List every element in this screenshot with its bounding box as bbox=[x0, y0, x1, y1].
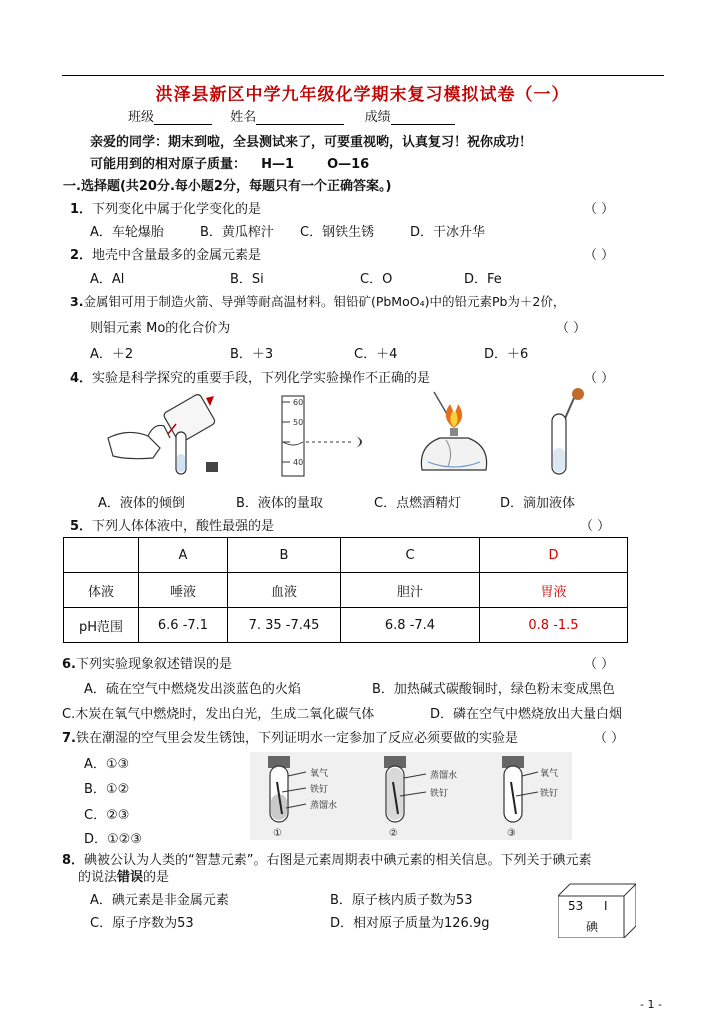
answer-paren: （ ） bbox=[594, 731, 625, 746]
class-label: 班级 bbox=[128, 110, 155, 125]
table-cell: 6.8 -7.4 bbox=[341, 608, 480, 643]
table-cell: 胆汁 bbox=[341, 573, 480, 608]
question-text: 下列变化中属于化学变化的是 bbox=[92, 202, 262, 217]
q2-option-a: A．Al bbox=[90, 272, 125, 287]
stem-text: 的说法 bbox=[78, 870, 118, 885]
element-symbol: I bbox=[604, 899, 608, 913]
q7-option-d: D．①②③ bbox=[84, 832, 142, 847]
question-3-stem bbox=[70, 292, 565, 310]
q3-option-c: C．＋4 bbox=[354, 347, 398, 362]
measure-liquid-figure bbox=[268, 392, 378, 480]
header-fields bbox=[128, 106, 455, 125]
q8-option-d: D．相对原子质量为126.9g bbox=[330, 916, 490, 931]
q3-option-b: B．＋3 bbox=[230, 347, 274, 362]
q7-option-c: C．②③ bbox=[84, 808, 130, 823]
iron-rust-experiment-figure bbox=[250, 752, 572, 840]
page-number: - 1 - bbox=[640, 998, 662, 1011]
table-header-cell bbox=[64, 538, 139, 573]
atomic-mass-h: H—1 bbox=[261, 157, 295, 172]
cylinder-mark-60: 60 bbox=[293, 398, 304, 407]
q7-option-a: A．①③ bbox=[84, 757, 130, 772]
iodine-element-card bbox=[558, 882, 636, 938]
question-6-stem bbox=[62, 653, 232, 672]
q1-option-d: D．干冰升华 bbox=[410, 225, 486, 240]
answer-paren: （ ） bbox=[580, 519, 611, 534]
tube1-number: ① bbox=[273, 828, 282, 839]
light-alcohol-lamp-figure bbox=[410, 382, 500, 480]
answer-paren: （ ） bbox=[584, 371, 615, 386]
tube1-label-water: 蒸馏水 bbox=[310, 801, 338, 811]
q2-option-d: D．Fe bbox=[464, 272, 502, 287]
question-text: 碘被公认为人类的“智慧元素”。右图是元素周期表中碘元素的相关信息。下列关于碘元素 bbox=[84, 853, 592, 868]
q8-option-a: A．碘元素是非金属元素 bbox=[90, 893, 229, 908]
question-number: 8． bbox=[62, 853, 85, 868]
table-cell: pH范围 bbox=[64, 608, 139, 643]
q6-option-a: A．硫在空气中燃烧发出淡蓝色的火焰 bbox=[84, 682, 301, 697]
table-header-cell: D bbox=[480, 538, 628, 573]
section-heading: 一.选择题(共20分.每小题2分，每题只有一个正确答案。) bbox=[63, 179, 392, 194]
tube3-number: ③ bbox=[507, 828, 516, 839]
table-cell: 6.6 -7.1 bbox=[139, 608, 228, 643]
question-1-stem bbox=[70, 198, 261, 217]
table-header-cell: B bbox=[228, 538, 341, 573]
cylinder-mark-40: 40 bbox=[293, 458, 304, 467]
top-rule bbox=[62, 75, 664, 76]
pour-liquid-figure bbox=[98, 388, 233, 480]
name-label: 姓名 bbox=[230, 110, 257, 125]
q1-option-c: C．钢铁生锈 bbox=[300, 225, 375, 240]
question-7-stem bbox=[62, 727, 518, 746]
question-number: 1． bbox=[70, 202, 93, 217]
question-number: 6. bbox=[62, 657, 76, 672]
table-cell: 0.8 -1.5 bbox=[480, 608, 628, 643]
table-row bbox=[64, 573, 628, 608]
stem-emphasis: 错误 bbox=[117, 870, 144, 885]
q4-option-a: A．液体的倾倒 bbox=[98, 496, 185, 511]
score-label: 成绩 bbox=[364, 110, 391, 125]
q1-option-a: A．车轮爆胎 bbox=[90, 225, 164, 240]
tube1-label-nail: 铁钉 bbox=[310, 785, 329, 795]
answer-paren: （ ） bbox=[584, 657, 615, 672]
tube3-label-nail: 铁钉 bbox=[540, 789, 559, 799]
table-cell: 唾液 bbox=[139, 573, 228, 608]
tube2-label-nail: 铁钉 bbox=[430, 789, 449, 799]
q3-option-d: D．＋6 bbox=[484, 347, 529, 362]
ph-table bbox=[63, 537, 628, 643]
question-4-stem bbox=[70, 367, 430, 386]
answer-paren: （ ） bbox=[556, 321, 587, 336]
atomic-mass-label: 可能用到的相对原子质量： bbox=[90, 157, 247, 172]
question-2-stem bbox=[70, 244, 261, 263]
question-text: 地壳中含量最多的金属元素是 bbox=[92, 248, 262, 263]
q6-option-d: D．磷在空气中燃烧放出大量白烟 bbox=[430, 707, 623, 722]
cylinder-mark-50: 50 bbox=[293, 418, 304, 427]
q8-option-b: B．原子核内质子数为53 bbox=[330, 893, 473, 908]
stem-text: 的是 bbox=[143, 870, 170, 885]
question-text: 金属钼可用于制造火箭、导弹等耐高温材料。钼铅矿(PbMoO₄)中的铅元素Pb为＋2价， bbox=[83, 294, 566, 309]
table-header-cell: C bbox=[341, 538, 480, 573]
question-text: 铁在潮湿的空气里会发生锈蚀，下列证明水一定参加了反应必须要做的实验是 bbox=[75, 731, 518, 746]
greeting: 亲爱的同学：期末到啦，全县测试来了，可要重视哟，认真复习！祝你成功！ bbox=[90, 135, 533, 150]
table-row bbox=[64, 538, 628, 573]
q4-option-d: D．滴加液体 bbox=[500, 496, 576, 511]
element-name: 碘 bbox=[586, 920, 599, 934]
q6-option-b: B．加热碱式碳酸铜时，绿色粉末变成黑色 bbox=[372, 682, 615, 697]
tube1-label-oxygen: 氧气 bbox=[310, 769, 329, 779]
q4-option-c: C．点燃酒精灯 bbox=[374, 496, 462, 511]
table-row bbox=[64, 608, 628, 643]
name-blank bbox=[256, 111, 344, 125]
answer-paren: （ ） bbox=[584, 248, 615, 263]
page-title: 洪泽县新区中学九年级化学期末复习模拟试卷（一） bbox=[155, 85, 570, 105]
question-number: 7. bbox=[62, 731, 76, 746]
tube3-label-oxygen: 氧气 bbox=[540, 769, 559, 779]
drop-liquid-figure bbox=[540, 386, 590, 480]
class-blank bbox=[154, 111, 212, 125]
table-header-cell: A bbox=[139, 538, 228, 573]
q4-option-b: B．液体的量取 bbox=[236, 496, 323, 511]
question-number: 4． bbox=[70, 371, 93, 386]
atomic-mass-line bbox=[90, 153, 369, 172]
q2-option-c: C．O bbox=[360, 272, 393, 287]
atomic-mass-o: O—16 bbox=[327, 157, 370, 172]
q7-option-b: B．①② bbox=[84, 782, 130, 797]
table-cell: 血液 bbox=[228, 573, 341, 608]
question-8-stem-2 bbox=[78, 866, 169, 885]
table-cell: 胃液 bbox=[480, 573, 628, 608]
question-number: 3. bbox=[70, 294, 84, 309]
q3-option-a: A．＋2 bbox=[90, 347, 134, 362]
q2-option-b: B．Si bbox=[230, 272, 264, 287]
q8-option-c: C．原子序数为53 bbox=[90, 916, 194, 931]
q6-option-c: C.木炭在氧气中燃烧时，发出白光，生成二氧化碳气体 bbox=[62, 707, 375, 722]
answer-paren: （ ） bbox=[584, 202, 615, 217]
question-3-stem-2: 则钼元素 Mo的化合价为 bbox=[90, 321, 231, 336]
tube2-number: ② bbox=[389, 828, 398, 839]
question-text: 下列人体体液中，酸性最强的是 bbox=[92, 519, 275, 534]
question-number: 5． bbox=[70, 519, 93, 534]
question-text: 实验是科学探究的重要手段，下列化学实验操作不正确的是 bbox=[92, 371, 431, 386]
score-blank bbox=[391, 111, 455, 125]
element-atomic-number: 53 bbox=[568, 899, 584, 913]
table-cell: 体液 bbox=[64, 573, 139, 608]
question-text: 下列实验现象叙述错误的是 bbox=[75, 657, 232, 672]
question-5-stem bbox=[70, 515, 274, 534]
table-cell: 7. 35 -7.45 bbox=[228, 608, 341, 643]
tube2-label-water: 蒸馏水 bbox=[430, 771, 458, 781]
q1-option-b: B．黄瓜榨汁 bbox=[200, 225, 274, 240]
question-number: 2． bbox=[70, 248, 93, 263]
